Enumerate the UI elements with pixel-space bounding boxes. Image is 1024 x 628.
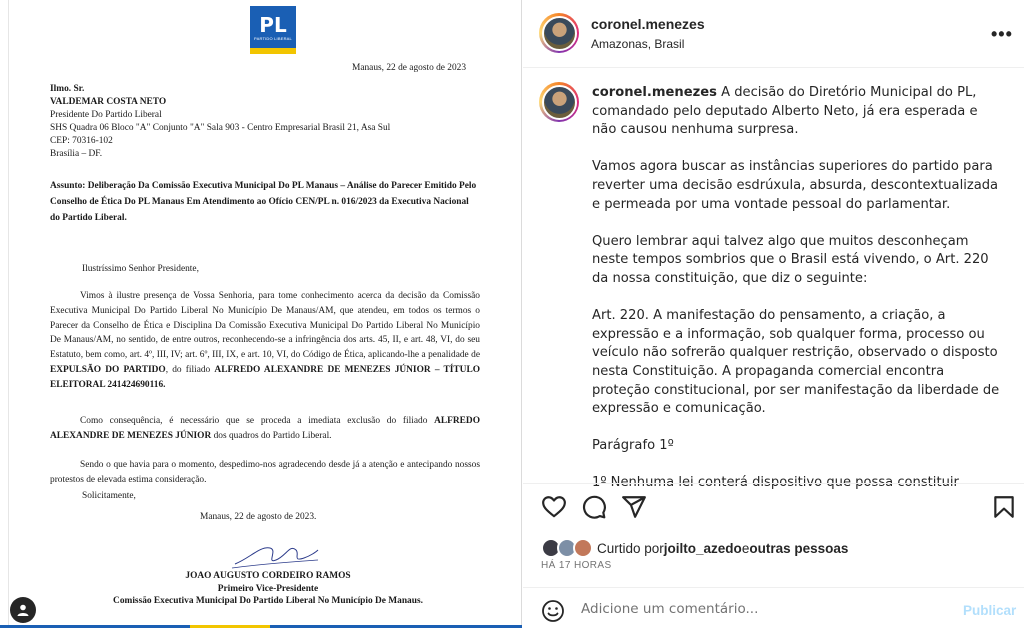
emoji-icon[interactable] bbox=[541, 599, 565, 623]
logo-subtext: PARTIDO LIBERAL bbox=[254, 35, 292, 41]
penalty-text: EXPULSÃO DO PARTIDO bbox=[50, 364, 166, 375]
post-sidebar bbox=[523, 0, 1024, 628]
letter-paragraph bbox=[50, 458, 480, 488]
signer-name: JOAO AUGUSTO CORDEIRO RAMOS bbox=[185, 571, 351, 581]
para1-text-cont: , do filiado bbox=[165, 364, 215, 375]
header-username[interactable]: coronel.menezes bbox=[591, 16, 705, 32]
address-line: Brasília – DF. bbox=[50, 149, 103, 159]
letter-paragraph bbox=[50, 289, 480, 393]
publish-button[interactable]: Publicar bbox=[963, 603, 1017, 618]
avatar[interactable] bbox=[539, 13, 579, 53]
comment-input[interactable] bbox=[581, 596, 941, 622]
caption-paragraph: 1º Nenhuma lei conterá dispositivo que possa constituir bbox=[592, 475, 959, 491]
para2-text-cont: dos quadros do Partido Liberal. bbox=[211, 431, 332, 441]
liked-by-user[interactable]: joilto_azedo bbox=[663, 540, 742, 556]
caption-paragraph: Parágrafo 1º bbox=[592, 438, 674, 454]
caption-paragraph: Vamos agora buscar as instâncias superiores do partido para reverter uma decisão esdrúxula, absurda, descontextualizada e permeada por uma vontade pessoal do parlamentar. bbox=[592, 159, 999, 212]
letter-greeting: Ilustríssimo Senhor Presidente, bbox=[82, 264, 199, 274]
letter-date-top: Manaus, 22 de agosto de 2023 bbox=[352, 63, 467, 73]
post-actions-bar bbox=[523, 483, 1024, 533]
signer-org: Comissão Executiva Municipal Do Partido Liberal No Município De Manaus. bbox=[113, 596, 423, 606]
liked-by-prefix: Curtido por bbox=[597, 540, 664, 556]
para2-text: Como consequência, é necessário que se proceda a imediata exclusão do filiado bbox=[80, 416, 435, 426]
liker-avatars bbox=[541, 538, 595, 558]
caption-paragraph: A decisão do Diretório Municipal do PL, comandado pelo deputado Alberto Neto, já era esperada e não causou nenhuma surpresa. bbox=[592, 85, 978, 138]
para1-text: Vimos à ilustre presença de Vossa Senhoria, para tome conhecimento acerca da decisão da Comissão Executiva Municipal Do Partido Liberal No Município De Manaus/AM, que atendeu, em todos os termos o Parecer da Conselho de Ética e Disciplina Da Comissão Executiva Municipal Do Partido Liberal No Município De Manaus/AM, no sentido, de entre outros, reconhecendo-se a infringência dos arts. 45, II, e art. 48, VI, do seu Estatuto, bem como, art. 4º, III, IV; art. 6º, III, IX, e art. 10, VI, do Código de Ética, aplicando-lhe a penalidade de bbox=[50, 291, 480, 361]
address-line: SHS Quadra 06 Bloco "A" Conjunto "A" Sala 903 - Centro Empresarial Brasil 21, Asa Sul bbox=[50, 123, 391, 133]
likes-summary[interactable] bbox=[541, 538, 848, 558]
member-name: ALFREDO ALEXANDRE DE MENEZES JÚNIOR – TÍTULO ELEITORAL 241424690116. bbox=[50, 364, 480, 390]
pl-party-logo bbox=[250, 6, 296, 54]
heart-icon[interactable] bbox=[541, 494, 567, 520]
address-line: Ilmo. Sr. bbox=[50, 84, 85, 94]
caption-paragraph: Quero lembrar aqui talvez algo que muitos desconheçam neste tempos sombrios que o Brasil está vivendo, o Art. 220 da nossa constituição, que diz o seguinte: bbox=[592, 233, 989, 286]
signer-role: Primeiro Vice-Presidente bbox=[217, 583, 319, 594]
post-header bbox=[523, 0, 1024, 68]
letter-address bbox=[50, 83, 390, 161]
comment-icon[interactable] bbox=[581, 494, 607, 520]
post-timestamp[interactable]: HÁ 17 HORAS bbox=[541, 560, 612, 571]
letter-date-bottom: Manaus, 22 de agosto de 2023. bbox=[200, 512, 317, 522]
member-name: ALFREDO ALEXANDRE DE MENEZES JÚNIOR bbox=[50, 416, 480, 441]
address-line: VALDEMAR COSTA NETO bbox=[50, 97, 167, 107]
user-icon bbox=[16, 603, 30, 617]
avatar bbox=[573, 538, 593, 558]
letter-subject: Assunto: Deliberação Da Comissão Executiva Municipal Do PL Manaus – Análise do Parecer Emitido Pelo Conselho de Ética Do PL Manaus Em Atendimento ao Ofício CEN/PL n. 016/2023 da Executiva Nacional do Partido Liberal. bbox=[50, 181, 477, 223]
letter-closing: Solicitamente, bbox=[82, 491, 136, 501]
letter-paragraph bbox=[50, 414, 480, 444]
share-icon[interactable] bbox=[621, 494, 647, 520]
comment-bar bbox=[523, 587, 1024, 628]
liked-by-mid: e bbox=[741, 540, 750, 556]
bookmark-icon[interactable] bbox=[991, 494, 1017, 520]
avatar[interactable] bbox=[539, 82, 579, 122]
header-location[interactable]: Amazonas, Brasil bbox=[591, 37, 685, 51]
caption-username[interactable]: coronel.menezes bbox=[592, 85, 717, 100]
signature-block bbox=[98, 570, 438, 608]
post-caption bbox=[592, 84, 1004, 512]
tagged-user-icon[interactable] bbox=[10, 597, 36, 623]
handwritten-signature bbox=[230, 538, 320, 572]
address-line: Presidente Do Partido Liberal bbox=[50, 110, 162, 120]
caption-paragraph: Art. 220. A manifestação do pensamento, a criação, a expressão e a informação, sob qualquer forma, processo ou veículo não sofrerão qualquer restrição, observado o disposto nesta Constituição. A propaganda comercial encontra proteção constitucional, por ser manifestação da liberdade de expressão e comunicação. bbox=[592, 308, 1000, 417]
para3-text: Sendo o que havia para o momento, despedimo-nos agradecendo desde já a atenção e antecipando nossos protestos de elevada estima consideração. bbox=[50, 460, 480, 485]
address-line: CEP: 70316-102 bbox=[50, 136, 113, 146]
liked-by-others[interactable]: outras pessoas bbox=[749, 540, 849, 556]
caption-scroll-area[interactable] bbox=[523, 68, 1024, 491]
logo-text: PL bbox=[259, 12, 287, 37]
more-options-icon[interactable]: ••• bbox=[991, 24, 1013, 44]
